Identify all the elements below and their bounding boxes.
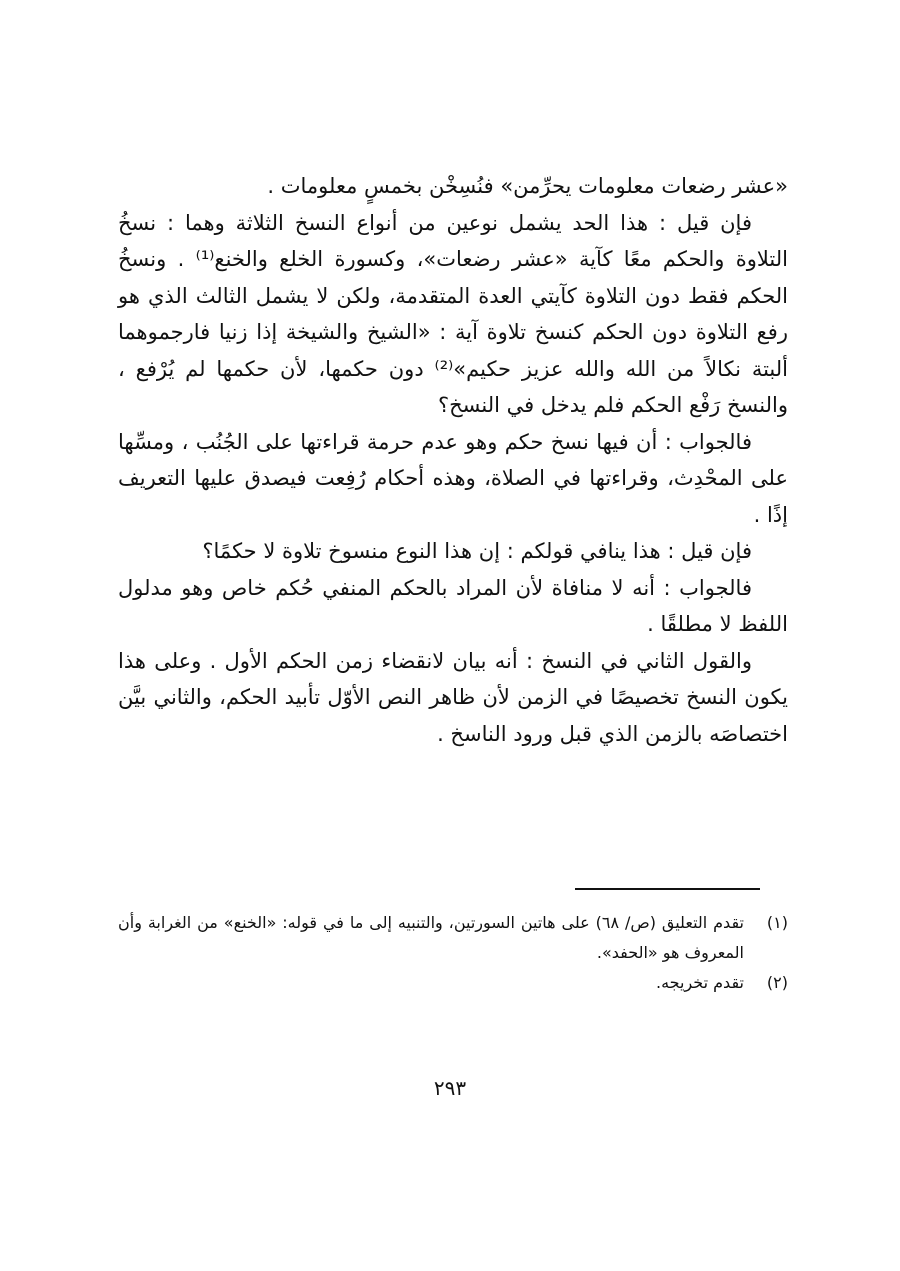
footnote-item bbox=[118, 968, 788, 998]
footnotes bbox=[118, 908, 788, 998]
footnote-text: تقدم تخريجه. bbox=[656, 973, 744, 992]
main-text-block bbox=[118, 168, 788, 752]
paragraph-second-opinion: والقول الثاني في النسخ : أنه بيان لانقضاء زمن الحكم الأول . وعلى هذا يكون النسخ تخصيصًا في الزمن لأن ظاهر النص الأوّل تأبيد الحكم، والثاني بيَّن اختصاصَه بالزمن الذي قبل ورود الناسخ . bbox=[118, 648, 788, 746]
paragraph-answer-ruling: فالجواب : أن فيها نسخ حكم وهو عدم حرمة قراءتها على الجُنُب ، ومسِّها على المحْدِث، وقراءتها في الصلاة، وهذه أحكام رُفِعت فيصدق عليها التعريف إذًا . bbox=[118, 429, 788, 527]
footnote-number: (٢) bbox=[766, 973, 788, 992]
paragraph-continuation: «عشر رضعات معلومات يحرِّمن» فنُسِخْن بخمسٍ معلومات . bbox=[267, 174, 788, 198]
footnote-separator bbox=[575, 888, 760, 890]
paragraph-objection-contradiction: فإن قيل : هذا ينافي قولكم : إن هذا النوع منسوخ تلاوة لا حكمًا؟ bbox=[202, 539, 752, 563]
paragraph-objection-scope: فإن قيل : هذا الحد يشمل نوعين من أنواع النسخ الثلاثة وهما : نسخُ التلاوة والحكم معًا كآية «عشر رضعات»، وكسورة الخلع والخنع⁽¹⁾ . ونسخُ الحكم فقط دون التلاوة كآيتي العدة المتقدمة، ولكن لا يشمل الثالث الذي هو رفع التلاوة دون الحكم كنسخ تلاوة آية : «الشيخ والشيخة إذا زنيا فارجموهما ألبتة نكالاً من الله والله عزيز حكيم»⁽²⁾ دون حكمها، لأن حكمها لم يُرْفع ، والنسخ رَفْع الحكم فلم يدخل في النسخ؟ bbox=[118, 210, 789, 417]
footnote-text: تقدم التعليق (ص/ ٦٨) على هاتين السورتين، والتنبيه إلى ما في قوله: «الخنع» من الغرابة وأن المعروف هو «الحفد». bbox=[118, 913, 744, 962]
page-number: ٢٩٣ bbox=[433, 1076, 467, 1100]
footnote-number: (١) bbox=[766, 913, 788, 932]
footnote-item bbox=[118, 908, 788, 968]
paragraph-answer-no-contradiction: فالجواب : أنه لا منافاة لأن المراد بالحكم المنفي حُكم خاص وهو مدلول اللفظ لا مطلقًا . bbox=[118, 575, 788, 636]
